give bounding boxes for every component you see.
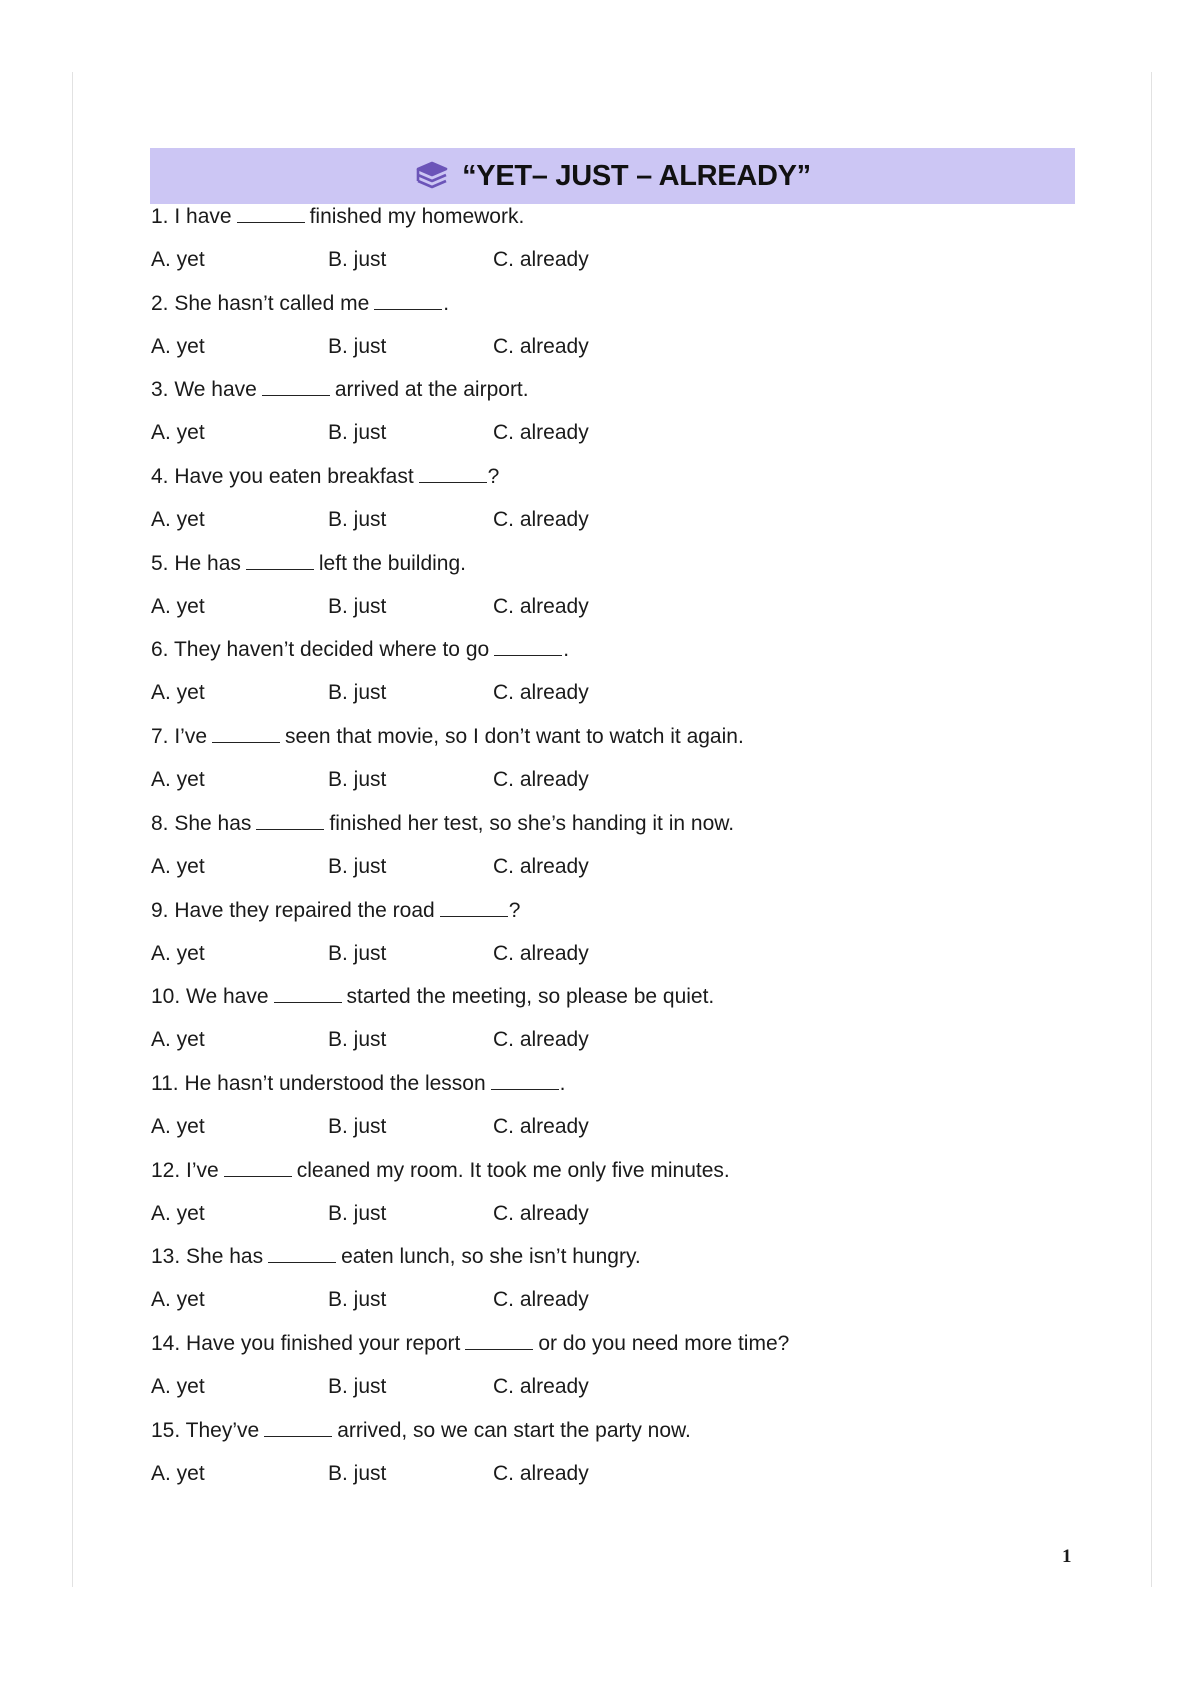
question-stem: 13. She has	[151, 1245, 264, 1269]
option-a[interactable]: A. yet	[151, 421, 205, 445]
question-ending: finished her test, so she’s handing it in now.	[329, 811, 735, 835]
option-a[interactable]: A. yet	[151, 1461, 205, 1485]
option-b[interactable]: B. just	[328, 941, 387, 965]
question-stem: 3. We have	[151, 378, 257, 402]
question-item	[151, 629, 1071, 716]
question-text	[151, 1157, 730, 1185]
question-item	[151, 196, 1071, 283]
question-text	[151, 376, 529, 404]
question-item	[151, 716, 1071, 803]
option-a[interactable]: A. yet	[151, 1288, 205, 1312]
answer-options	[151, 246, 751, 274]
question-list	[151, 196, 1071, 1496]
answer-options	[151, 766, 751, 794]
question-ending: started the meeting, so please be quiet.	[346, 985, 715, 1009]
question-ending: seen that movie, so I don’t want to watch it again.	[285, 725, 744, 749]
option-b[interactable]: B. just	[328, 1288, 387, 1312]
question-text	[151, 1243, 641, 1271]
stacked-books-icon	[414, 160, 450, 192]
question-stem: 6. They haven’t decided where to go	[151, 638, 490, 662]
question-ending: finished my homework.	[309, 205, 525, 228]
question-stem: 15. They’ve	[151, 1418, 260, 1442]
answer-options	[151, 1026, 751, 1054]
answer-blank[interactable]	[465, 1331, 533, 1350]
question-ending: ?	[487, 465, 500, 489]
question-item	[151, 283, 1071, 370]
answer-options	[151, 679, 751, 707]
question-ending: .	[563, 638, 570, 662]
question-text	[151, 203, 524, 231]
answer-options	[151, 506, 751, 534]
answer-blank[interactable]	[224, 1158, 292, 1177]
option-c[interactable]: C. already	[493, 1288, 589, 1312]
question-stem: 1. I have	[151, 205, 232, 228]
question-item	[151, 976, 1071, 1063]
option-a[interactable]: A. yet	[151, 854, 205, 878]
question-stem: 10. We have	[151, 985, 269, 1009]
option-c[interactable]: C. already	[493, 594, 589, 618]
option-b[interactable]: B. just	[328, 1374, 387, 1398]
question-item	[151, 890, 1071, 977]
option-c[interactable]: C. already	[493, 768, 589, 792]
option-a[interactable]: A. yet	[151, 681, 205, 705]
question-text	[151, 810, 734, 838]
option-a[interactable]: A. yet	[151, 1028, 205, 1052]
option-c[interactable]: C. already	[493, 1028, 589, 1052]
answer-blank[interactable]	[268, 1244, 336, 1263]
question-item	[151, 1410, 1071, 1497]
question-text	[151, 897, 520, 925]
option-b[interactable]: B. just	[328, 334, 387, 358]
answer-options	[151, 593, 751, 621]
option-b[interactable]: B. just	[328, 681, 387, 705]
option-c[interactable]: C. already	[493, 1374, 589, 1398]
question-stem: 12. I’ve	[151, 1158, 219, 1182]
question-item	[151, 543, 1071, 630]
question-ending: left the building.	[318, 551, 466, 575]
answer-blank[interactable]	[440, 898, 508, 917]
option-a[interactable]: A. yet	[151, 248, 205, 271]
answer-options	[151, 333, 751, 361]
page-title: “YET– JUST – ALREADY”	[462, 159, 811, 192]
question-ending: or do you need more time?	[538, 1331, 790, 1355]
option-c[interactable]: C. already	[493, 508, 589, 532]
option-b[interactable]: B. just	[328, 854, 387, 878]
answer-blank[interactable]	[491, 1071, 559, 1090]
question-stem: 5. He has	[151, 551, 241, 575]
option-a[interactable]: A. yet	[151, 768, 205, 792]
answer-blank[interactable]	[274, 984, 342, 1003]
option-c[interactable]: C. already	[493, 941, 589, 965]
answer-blank[interactable]	[262, 377, 330, 396]
option-c[interactable]: C. already	[493, 1114, 589, 1138]
option-a[interactable]: A. yet	[151, 1374, 205, 1398]
option-b[interactable]: B. just	[328, 594, 387, 618]
question-item	[151, 1236, 1071, 1323]
option-b[interactable]: B. just	[328, 1201, 387, 1225]
question-ending: eaten lunch, so she isn’t hungry.	[341, 1245, 641, 1269]
option-b[interactable]: B. just	[328, 1461, 387, 1485]
option-c[interactable]: C. already	[493, 1201, 589, 1225]
answer-options	[151, 853, 751, 881]
answer-options	[151, 1460, 751, 1488]
question-text	[151, 1330, 789, 1358]
answer-options	[151, 1113, 751, 1141]
answer-blank[interactable]	[256, 811, 324, 830]
option-b[interactable]: B. just	[328, 508, 387, 532]
question-stem: 9. Have they repaired the road	[151, 898, 435, 922]
option-c[interactable]: C. already	[493, 854, 589, 878]
question-stem: 4. Have you eaten breakfast	[151, 465, 414, 489]
question-item	[151, 369, 1071, 456]
answer-blank[interactable]	[212, 724, 280, 743]
question-item	[151, 1150, 1071, 1237]
question-item	[151, 1323, 1071, 1410]
answer-options	[151, 1286, 751, 1314]
question-stem: 2. She hasn’t called me	[151, 291, 370, 315]
question-text	[151, 463, 499, 491]
question-text	[151, 1417, 691, 1445]
question-ending: .	[443, 291, 450, 315]
option-a[interactable]: A. yet	[151, 1114, 205, 1138]
question-stem: 14. Have you finished your report	[151, 1331, 461, 1355]
option-a[interactable]: A. yet	[151, 508, 205, 532]
answer-blank[interactable]	[494, 637, 562, 656]
answer-blank[interactable]	[246, 551, 314, 570]
option-a[interactable]: A. yet	[151, 334, 205, 358]
question-ending: cleaned my room. It took me only five minutes.	[296, 1158, 730, 1182]
question-item	[151, 803, 1071, 890]
option-b[interactable]: B. just	[328, 421, 387, 445]
answer-blank[interactable]	[264, 1418, 332, 1437]
question-text	[151, 290, 449, 318]
answer-blank[interactable]	[419, 464, 487, 483]
answer-options	[151, 1373, 751, 1401]
question-item	[151, 456, 1071, 543]
question-ending: arrived at the airport.	[334, 378, 529, 402]
page-edge-right	[1151, 72, 1152, 1587]
question-stem: 11. He hasn’t understood the lesson	[151, 1071, 486, 1095]
option-b[interactable]: B. just	[328, 768, 387, 792]
option-c[interactable]: C. already	[493, 421, 589, 445]
question-text	[151, 1070, 566, 1098]
page-edge-left	[72, 72, 73, 1587]
question-text	[151, 550, 466, 578]
option-b[interactable]: B. just	[328, 1114, 387, 1138]
answer-options	[151, 1200, 751, 1228]
question-item	[151, 1063, 1071, 1150]
question-stem: 7. I’ve	[151, 725, 208, 749]
option-a[interactable]: A. yet	[151, 1201, 205, 1225]
option-c[interactable]: C. already	[493, 1461, 589, 1485]
option-b[interactable]: B. just	[328, 248, 387, 271]
question-ending: .	[559, 1071, 566, 1095]
option-c[interactable]: C. already	[493, 334, 589, 358]
answer-blank[interactable]	[237, 204, 305, 223]
option-a[interactable]: A. yet	[151, 941, 205, 965]
question-ending: arrived, so we can start the party now.	[337, 1418, 691, 1442]
question-text	[151, 723, 744, 751]
answer-blank[interactable]	[374, 291, 442, 310]
option-c[interactable]: C. already	[493, 681, 589, 705]
question-ending: ?	[508, 898, 521, 922]
answer-options	[151, 940, 751, 968]
question-stem: 8. She has	[151, 811, 252, 835]
option-a[interactable]: A. yet	[151, 594, 205, 618]
page-number: 1	[1062, 1546, 1072, 1567]
question-text	[151, 983, 714, 1011]
question-text	[151, 636, 569, 664]
option-b[interactable]: B. just	[328, 1028, 387, 1052]
option-c[interactable]: C. already	[493, 248, 589, 271]
answer-options	[151, 419, 751, 447]
